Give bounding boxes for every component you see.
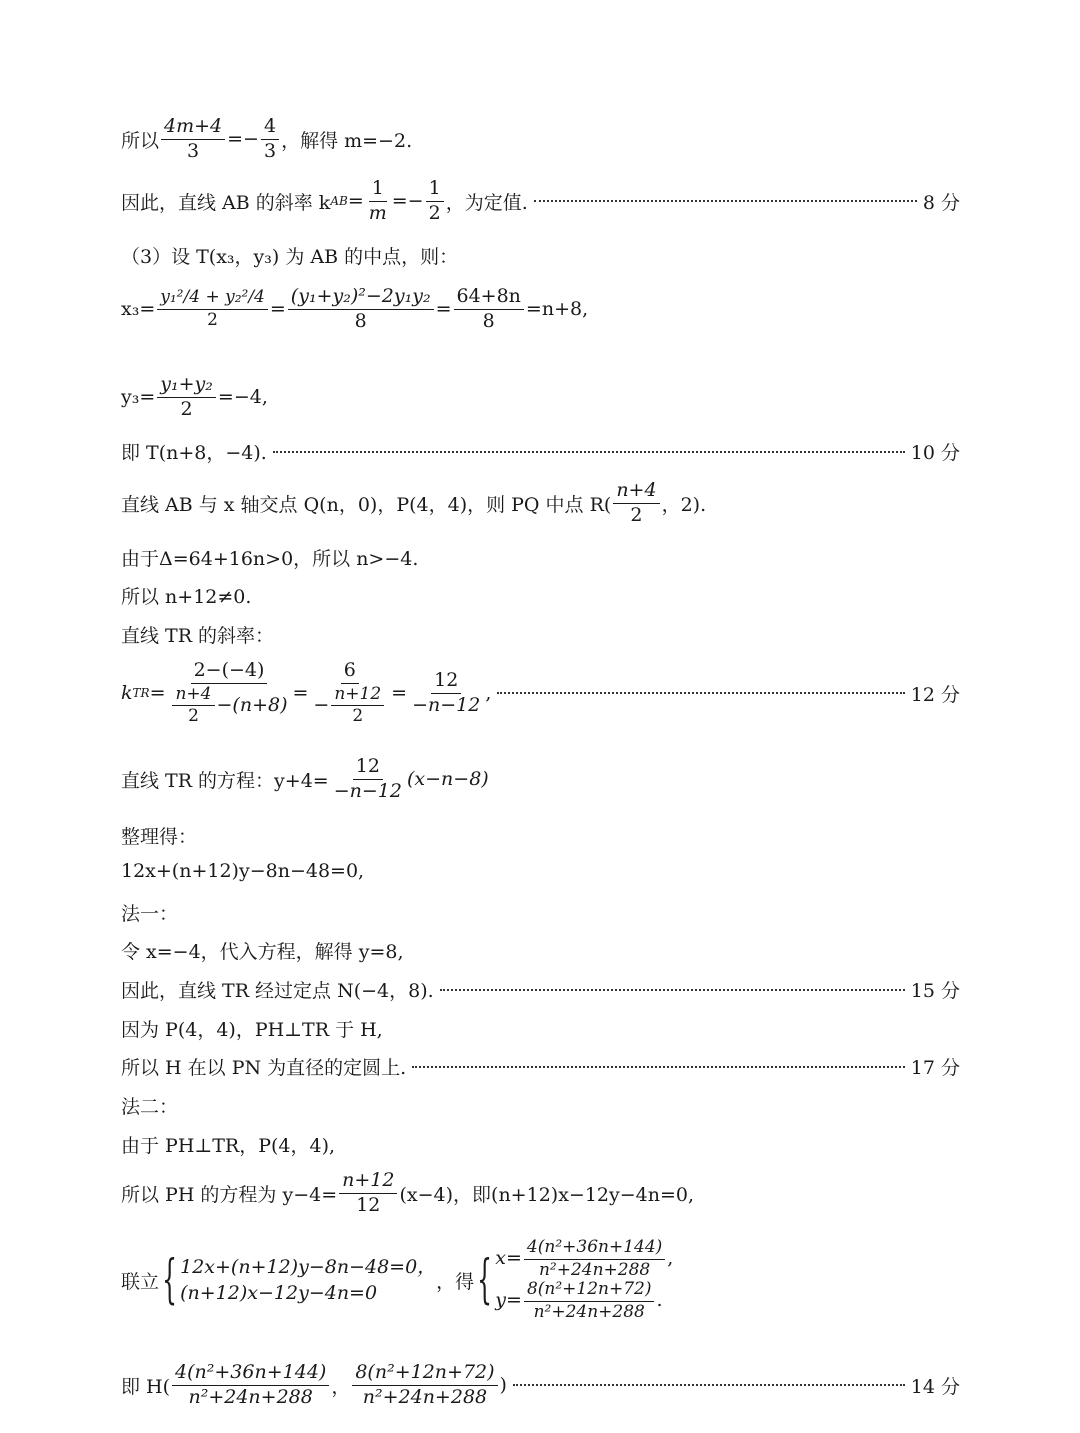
- numerator: n+12: [339, 1170, 397, 1194]
- subscript: AB: [330, 194, 348, 209]
- numerator: 64+8n: [454, 286, 524, 310]
- line-method-two: [121, 1092, 860, 1119]
- numerator: 8(n²+12n+72): [524, 1280, 655, 1302]
- line-n-nonzero: [121, 582, 860, 609]
- denominator: 8: [482, 309, 495, 332]
- fraction: [331, 685, 384, 727]
- fraction: [524, 1238, 665, 1280]
- text: =−4,: [217, 386, 268, 409]
- solution-system: [495, 1238, 673, 1322]
- fraction: [157, 288, 268, 330]
- solution-y: [495, 1280, 673, 1322]
- denominator: 2: [180, 397, 193, 420]
- line-general-form: [121, 860, 860, 882]
- equation: (n+12)x−12y−4n=0: [180, 1282, 378, 1305]
- text: 即 T(n+8，−4).: [121, 442, 267, 464]
- numerator: 1: [369, 178, 387, 202]
- numerator: n+4: [172, 685, 214, 707]
- numerator: (y₁+y₂)²−2y₁y₂: [288, 286, 434, 310]
- dot-leader: [412, 1066, 905, 1068]
- fraction: [172, 685, 214, 727]
- denominator: 2: [207, 309, 218, 330]
- denominator: −n−12: [333, 779, 402, 802]
- denominator: n²+24n+288: [533, 1301, 645, 1322]
- line-y3: [121, 374, 860, 421]
- text: 直线 AB 与 x 轴交点 Q(n，0)，P(4，4)，则 PQ 中点 R(: [121, 493, 612, 516]
- left-brace: {: [477, 1250, 493, 1311]
- numerator: 4m+4: [161, 116, 225, 140]
- text: 法一：: [121, 903, 179, 925]
- text: y₃=: [121, 386, 156, 409]
- denominator: 2: [428, 201, 441, 224]
- text: ，2).: [661, 493, 707, 516]
- denominator: n²+24n+288: [362, 1385, 488, 1408]
- denominator: 2: [630, 503, 643, 526]
- line-midpoint-r: [121, 480, 860, 527]
- text: 令 x=−4，代入方程，解得 y=8,: [121, 941, 404, 963]
- text: 直线 TR 的方程：y+4=: [121, 769, 329, 792]
- text: −(n+8): [216, 693, 288, 716]
- fraction: [366, 178, 390, 225]
- numerator: 12: [353, 756, 383, 780]
- line-k-tr: [121, 660, 960, 727]
- denominator: n²+24n+288: [538, 1259, 651, 1280]
- text: −: [313, 693, 330, 716]
- numerator: 4(n²+36n+144): [524, 1238, 665, 1260]
- text: 所以 H 在以 PN 为直径的定圆上.: [121, 1057, 407, 1079]
- text: =−: [227, 128, 259, 151]
- fraction: [161, 116, 225, 163]
- score-label: 17 分: [910, 1057, 960, 1079]
- equation: 12x+(n+12)y−8n−48=0，: [180, 1255, 437, 1278]
- score-label: 8 分: [922, 191, 960, 214]
- numerator: 1: [426, 178, 444, 202]
- line-fixed-point: [121, 976, 960, 1003]
- denominator: n²+24n+288: [188, 1385, 313, 1408]
- denominator: 8: [354, 309, 367, 332]
- numerator: 8(n²+12n+72): [352, 1362, 497, 1386]
- subscript: TR: [132, 686, 150, 701]
- numerator: n+12: [331, 685, 384, 707]
- score-label: 10 分: [910, 442, 960, 464]
- left-brace: {: [162, 1250, 178, 1311]
- fraction: [409, 670, 483, 717]
- text: 因此，直线 AB 的斜率 k: [121, 191, 331, 214]
- text: =: [292, 682, 309, 705]
- dot-leader: [497, 692, 904, 694]
- text: (x−4)，即(n+12)x−12y−4n=0,: [399, 1183, 695, 1206]
- score-label: 15 分: [910, 980, 960, 1002]
- denominator: 12: [356, 1193, 381, 1216]
- fraction: [310, 660, 389, 727]
- text: 由于 PH⊥TR，P(4，4),: [121, 1135, 336, 1157]
- numerator: y₁+y₂: [157, 374, 216, 398]
- dot-leader: [534, 200, 917, 202]
- numerator: 4(n²+36n+144): [172, 1362, 329, 1386]
- line-slope-ab: [121, 178, 960, 225]
- numerator: n+4: [613, 480, 659, 504]
- denominator: [310, 684, 389, 727]
- denominator: m: [368, 201, 387, 224]
- fraction: [157, 374, 216, 421]
- solution-x: [495, 1238, 673, 1280]
- text: =: [391, 682, 408, 705]
- text: ，解得 m=−2.: [281, 129, 413, 152]
- fraction: [524, 1280, 655, 1322]
- line-x3: [121, 286, 860, 333]
- text: 所以 PH 的方程为 y−4=: [121, 1183, 338, 1206]
- text: =: [149, 682, 166, 705]
- line-perpendicular: [121, 1015, 860, 1042]
- text: ，: [331, 1375, 351, 1398]
- text: ，为定值.: [445, 191, 528, 214]
- numerator: 4: [261, 116, 279, 140]
- text: ,: [667, 1247, 674, 1270]
- text: =n+8,: [525, 298, 589, 321]
- equation-system: [180, 1254, 436, 1307]
- text: k: [121, 682, 133, 705]
- dot-leader: [440, 989, 905, 991]
- text: =−: [391, 190, 424, 213]
- dot-leader: [513, 1384, 905, 1386]
- denominator: −n−12: [412, 693, 481, 716]
- text: 所以: [121, 129, 160, 152]
- text: =: [435, 298, 452, 321]
- text: ,: [485, 682, 492, 705]
- text: 所以 n+12≠0.: [121, 586, 252, 608]
- text: ，得: [436, 1270, 475, 1293]
- fraction: [454, 286, 524, 333]
- dot-leader: [273, 451, 905, 453]
- denominator: [167, 684, 290, 727]
- text: 因为 P(4，4)，PH⊥TR 于 H,: [121, 1019, 383, 1041]
- text: x₃=: [121, 298, 156, 321]
- line-solve-m: [121, 116, 860, 163]
- text: 即 H(: [121, 1375, 171, 1398]
- denominator: 2: [352, 706, 364, 727]
- numerator: 2−(−4): [191, 660, 268, 684]
- fraction: [288, 286, 434, 333]
- numerator: 6: [341, 660, 359, 684]
- fraction: [426, 178, 444, 225]
- score-label: 14 分: [910, 1375, 960, 1398]
- fraction: [167, 660, 290, 727]
- text: 12x+(n+12)y−8n−48=0,: [121, 860, 365, 882]
- line-discriminant: [121, 544, 860, 571]
- score-label: 12 分: [910, 683, 960, 706]
- text: 法二：: [121, 1096, 179, 1118]
- text: x=: [495, 1247, 522, 1270]
- text: 因此，直线 TR 经过定点 N(−4，8).: [121, 980, 434, 1002]
- numerator: y₁²/4 + y₂²/4: [157, 288, 268, 310]
- line-circle: [121, 1053, 960, 1080]
- denominator: 3: [187, 139, 200, 162]
- numerator: 12: [431, 670, 461, 694]
- line-substitute: [121, 937, 860, 964]
- fraction: [339, 1170, 397, 1217]
- text: .: [656, 1289, 663, 1312]
- text: 联立: [121, 1270, 160, 1293]
- text: =: [269, 298, 286, 321]
- fraction: [331, 756, 405, 803]
- line-ph-equation: [121, 1170, 860, 1217]
- line-system: [121, 1238, 860, 1322]
- line-simplify: [121, 822, 860, 849]
- fraction: [172, 1362, 329, 1409]
- line-method-one: [121, 899, 860, 926]
- text: 直线 TR 的斜率：: [121, 625, 275, 647]
- text: (x−n−8): [407, 768, 489, 791]
- line-t-coords: [121, 438, 960, 465]
- denominator: 3: [263, 139, 277, 162]
- line-h-coords: [121, 1362, 960, 1409]
- text: =: [347, 190, 364, 213]
- fraction: [352, 1362, 497, 1409]
- text: 由于Δ=64+16n>0，所以 n>−4.: [121, 548, 419, 570]
- line-part3-intro: [121, 242, 860, 269]
- fraction: [613, 480, 659, 527]
- text: 整理得：: [121, 826, 198, 848]
- line-tr-slope-label: [121, 621, 860, 648]
- line-given: [121, 1131, 860, 1158]
- line-tr-equation: [121, 756, 860, 803]
- fraction: [261, 116, 279, 163]
- denominator: 2: [188, 706, 199, 727]
- text: y=: [495, 1289, 522, 1312]
- text: ): [499, 1374, 507, 1397]
- text: （3）设 T(x₃，y₃) 为 AB 的中点，则：: [121, 246, 459, 268]
